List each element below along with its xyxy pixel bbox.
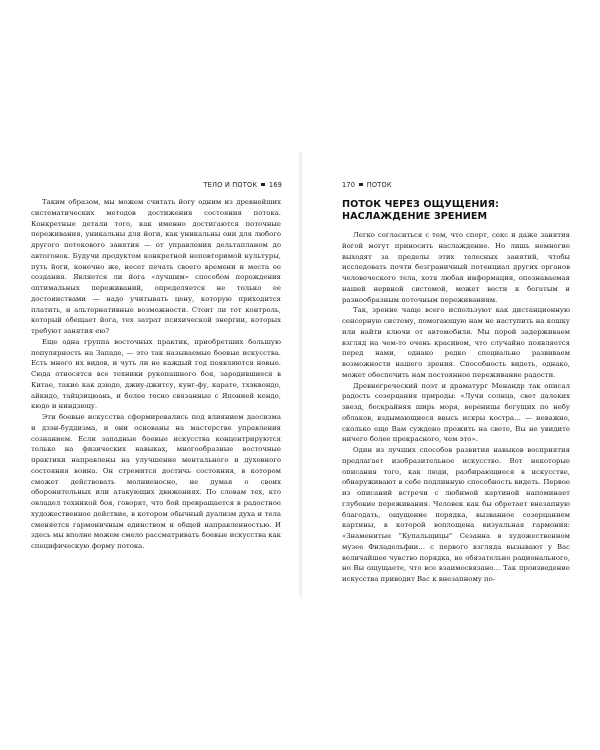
paragraph: Таким образом, мы можем считать йогу одним из древнейших систематических методов достижения состояния потока. Конкретные детали того, как именно достигаются поточные переживания, уникальны для йоги, как уникальны они для любого другого потокового занятия — от управления дельтапланом до автогонок. Будучи продуктом конкретной неповторимой культуры, путь йоги, конечно же, несет печать своего времени и места ее создания. Является ли йога «лучшим» способом порождения оптимальных переживаний, определяется не только ее достоинствами — надо учитывать цену, которую приходится платить, и альтернативные возможности. Стоит ли тот контроль, который обещает йога, тех затрат психической энергии, которых требуют занятия ею? bbox=[31, 198, 281, 335]
section-title-line: НАСЛАЖДЕНИЕ ЗРЕНИЕМ bbox=[342, 210, 488, 222]
right-header-title: ПОТОК bbox=[366, 181, 392, 189]
paragraph: Так, зрение чаще всего используют как дистанционную сенсорную систему, помогающую нам не наступить на кошку или найти ключи от автомобиля. Мы порой задерживаем взгляд на чем-то очень красивом, что случайно появляется перед нами, однако редко специально развиваем возможности нашего зрения. Способность видеть, однако, может обеспечить нам постоянное переживание радости. bbox=[342, 306, 570, 379]
right-page bbox=[302, 0, 600, 750]
section-title bbox=[342, 199, 570, 222]
paragraph: Эти боевые искусства сформировались под влиянием даосизма и дзэн-буддизма, и они основаны на мастерстве управления сознанием. Если западные боевые искусства концентрируются только на физических навыках, многообразные восточные практики направлены на улучшение ментального и духовного состояния воина. Он стремится достичь состояния, в котором сможет действовать молниеносно, не думая о своих оборонительных или атакующих движениях. По словам тех, кто овладел техникой боя, говорят, что бой превращается в радостное художественное действие, в котором обычный дуализм духа и тела сменяется гармоничным единством и общей направленностью. И здесь мы вполне можем смело рассматривать боевые искусства как специфическую форму потока. bbox=[31, 413, 281, 550]
right-running-header bbox=[342, 181, 392, 189]
paragraph: Легко согласиться с тем, что спорт, секс и даже занятия йогой могут приносить наслаждение. Но лишь немногие выходят за пределы этих телесных занятий, чтобы исследовать почти безграничный потенциал других органов человеческого тела, хотя любая информация, опознаваемая нашей нервной системой, может вести к богатым и разнообразным поточным переживаниям. bbox=[342, 231, 570, 304]
left-header-title: ТЕЛО И ПОТОК bbox=[203, 181, 258, 189]
paragraph: Древнегреческий поэт и драматург Менандр так описал радость созерцания природы: «Лучи солнца, свет далеких звезд, бескрайняя ширь моря, вереницы бегущих по небу облаков, вздымающиеся ввысь искры костра… — неважно, сколько еще Вам суждено прожить на свете, Вы не увидите ничего более прекрасного, чем это». bbox=[342, 381, 570, 444]
left-page-number: 169 bbox=[268, 181, 282, 189]
section-title-line: ПОТОК ЧЕРЕЗ ОЩУЩЕНИЯ: bbox=[342, 199, 500, 210]
right-body-text bbox=[342, 230, 570, 585]
right-page-number: 170 bbox=[342, 181, 356, 189]
left-running-header bbox=[203, 181, 282, 189]
left-body-text bbox=[31, 197, 281, 552]
header-square-icon bbox=[261, 183, 265, 187]
paragraph: Один из лучших способов развития навыков восприятия предлагает изобразительное искусство. Вот некоторые описания того, как люди, разбирающиеся в искусстве, обнаруживают в себе подлинную способность видеть. Первое из описаний встречи с любимой картиной напоминает глубокие переживания. Человек как бы обретает внезапную благодать, ощущение порядка, вызванное созерцанием картины, в которой воплощена визуальная гармония: «Знаменитые "Купальщицы" Сезанна в художественном музее Филадельфии… с первого взгляда вызывают у Вас величайшее чувство порядка, не обязательно рационального, но Вы ощущаете, что все взаимосвязано… Так произведение искусства приводит Вас к внезапному по- bbox=[342, 446, 570, 583]
left-page bbox=[0, 0, 299, 750]
header-square-icon bbox=[359, 183, 363, 187]
paragraph: Еще одна группа восточных практик, приобретших большую популярность на Западе, — это так называемые боевые искусства. Есть много их видов, и чуть ли не каждый год появляются новые. Сюда относятся все техники рукопашного боя, зародившиеся в Китае, такие как дзюдо, джиу-джитсу, кунг-фу, карате, тхэквондо, айкидо, тайцзицюань, и более тесно связанные с Японией кендо, кюдо и ниндзюцу. bbox=[31, 337, 281, 411]
